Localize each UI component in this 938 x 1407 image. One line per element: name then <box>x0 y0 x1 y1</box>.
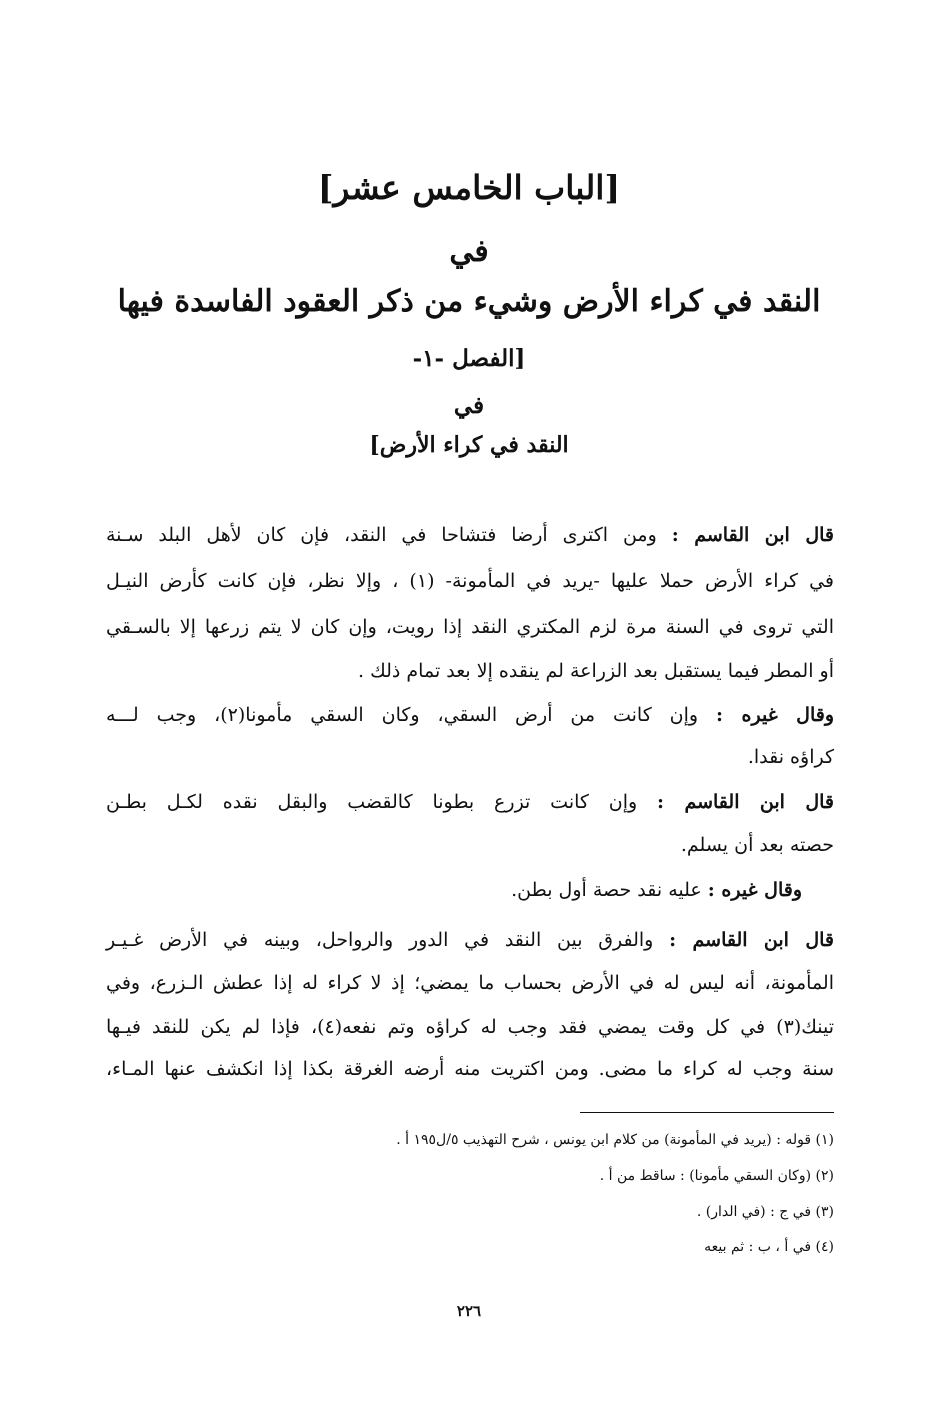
page-number: ٢٢٦ <box>456 1302 482 1320</box>
line-text: وإن كانت تزرع بطونا كالقضب والبقل نقده لكـل بطـن <box>106 791 638 813</box>
footnote-2: (٢) (وكان السقي مأمونا) : ساقط من أ . <box>599 1168 834 1184</box>
chapter-preposition: في <box>449 234 489 269</box>
line-text: ومن اكترى أرضا فتشاحا في النقد، فإن كان لأهل البلد سـنة <box>106 524 657 546</box>
line-text: حصته بعد أن يسلم. <box>680 834 834 856</box>
footnote-3: (٣) في ج : (في الدار) . <box>696 1204 834 1220</box>
paragraph-line <box>106 657 834 685</box>
paragraph-line <box>106 521 834 549</box>
line-text: عليه نقد حصة أول بطن. <box>511 879 702 901</box>
paragraph-line <box>106 1013 834 1041</box>
paragraph-line <box>106 613 834 641</box>
line-text: التي تروى في السنة مرة لزم المكتري النقد إذا رويت، وإن كان لا يتم زرعها إلا بالسـقي <box>106 616 834 638</box>
footnote-4: (٤) في أ ، ب : ثم بيعه <box>704 1239 834 1255</box>
line-text: المأمونة، أنه ليس له في الأرض بحساب ما يمضي؛ إذ لا كراء له إذا عطش الـزرع، وفي <box>106 972 834 994</box>
line-text: أو المطر فيما يستقبل بعد الزراعة لم ينقده إلا بعد تمام ذلك . <box>358 660 834 682</box>
line-text: في كراء الأرض حملا عليها -يريد في المأمونة- (١) ، وإلا نظر، فإن كانت كأرض النيـل <box>106 570 834 592</box>
speaker-label: قال ابن القاسم : <box>671 524 834 546</box>
speaker-label: وقال غيره : <box>707 879 802 901</box>
line-text: والفرق بين النقد في الدور والرواحل، وبينه في الأرض غـيـر <box>106 929 654 951</box>
line-text: سنة وجب له كراء ما مضى. ومن اكتريت منه أرضه الغرقة بكذا إذا انكشف عنها المـاء، <box>106 1058 834 1080</box>
section-topic: النقد في كراء الأرض] <box>369 432 569 458</box>
speaker-label: قال ابن القاسم : <box>669 929 834 951</box>
paragraph-line <box>106 743 834 771</box>
section-preposition: في <box>453 392 485 419</box>
chapter-title: [الباب الخامس عشر] <box>317 168 621 207</box>
paragraph-line <box>106 831 834 859</box>
paragraph-line <box>106 969 834 997</box>
footnote-1: (١) قوله : (يريد في المأمونة) من كلام ابن يونس ، شرح التهذيب ٥/ل١٩٥ أ . <box>396 1132 834 1148</box>
paragraph-line <box>106 788 834 816</box>
footnote-divider <box>580 1112 834 1113</box>
speaker-label: وقال غيره : <box>716 704 834 726</box>
line-text: تينك(٣) في كل وقت يمضي فقد وجب له كراؤه وتم نفعه(٤)، فإذا لم يكن للنقد فيـها <box>106 1016 834 1038</box>
paragraph-line <box>106 1055 834 1083</box>
line-text: كراؤه نقدا. <box>747 746 834 768</box>
chapter-topic: النقد في كراء الأرض وشيء من ذكر العقود الفاسدة فيها <box>117 284 821 319</box>
section-title: [الفصل -١- <box>412 345 526 372</box>
paragraph-line <box>106 701 834 729</box>
paragraph-line <box>106 876 834 904</box>
paragraph-line <box>106 567 834 595</box>
paragraph-line <box>106 926 834 954</box>
line-text: وإن كانت من أرض السقي، وكان السقي مأمونا(٢)، وجب لـــه <box>106 704 699 726</box>
speaker-label: قال ابن القاسم : <box>657 791 834 813</box>
